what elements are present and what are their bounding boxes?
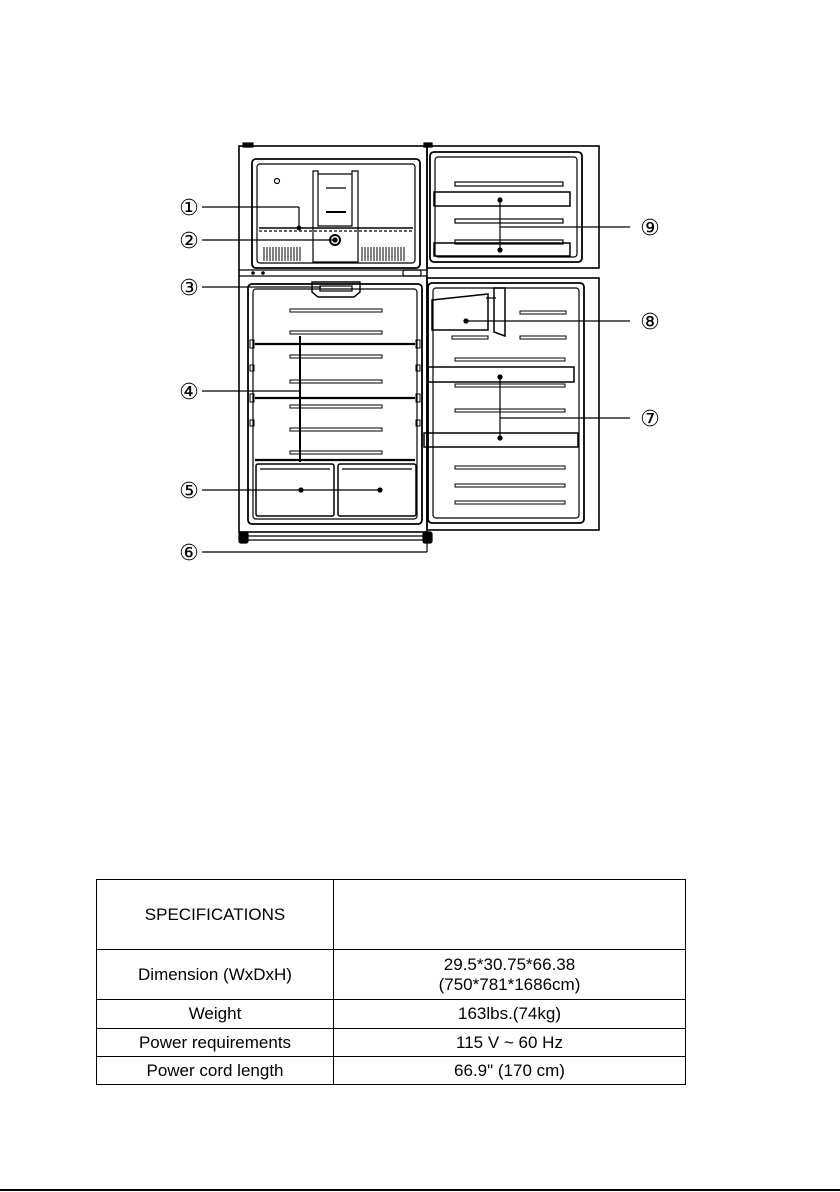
callout-2: ② <box>179 229 199 254</box>
fresh-food-door <box>424 278 599 530</box>
callout-8: ⑧ <box>640 310 660 335</box>
spec-label: Dimension (WxDxH) <box>97 950 334 1000</box>
specifications-header-value <box>334 880 686 950</box>
spec-label: Power cord length <box>97 1057 334 1085</box>
callout-5: ⑤ <box>179 479 199 504</box>
spec-label: Power requirements <box>97 1029 334 1057</box>
spec-value: 115 V ~ 60 Hz <box>334 1029 686 1057</box>
callout-3: ③ <box>179 276 199 301</box>
callout-7: ⑦ <box>640 407 660 432</box>
table-header-row <box>97 880 686 950</box>
callout-9: ⑨ <box>640 216 660 241</box>
table-row <box>97 1000 686 1029</box>
page-bottom-rule <box>0 1189 840 1191</box>
spec-value-line: 29.5*30.75*66.38 <box>443 954 576 974</box>
callout-1: ① <box>179 196 199 221</box>
freezer-door <box>424 143 599 268</box>
spec-value: 66.9" (170 cm) <box>334 1057 686 1085</box>
table-row <box>97 950 686 1000</box>
specifications-table <box>96 879 686 1085</box>
callout-4: ④ <box>179 380 199 405</box>
table-row <box>97 1029 686 1057</box>
specifications-header: SPECIFICATIONS <box>97 880 334 950</box>
callout-6: ⑥ <box>179 541 199 566</box>
spec-value-line: (750*781*1686cm) <box>438 974 581 994</box>
spec-value: 163lbs.(74kg) <box>334 1000 686 1029</box>
table-row <box>97 1057 686 1085</box>
cabinet <box>239 143 432 543</box>
spec-label: Weight <box>97 1000 334 1029</box>
spec-value <box>334 950 686 1000</box>
